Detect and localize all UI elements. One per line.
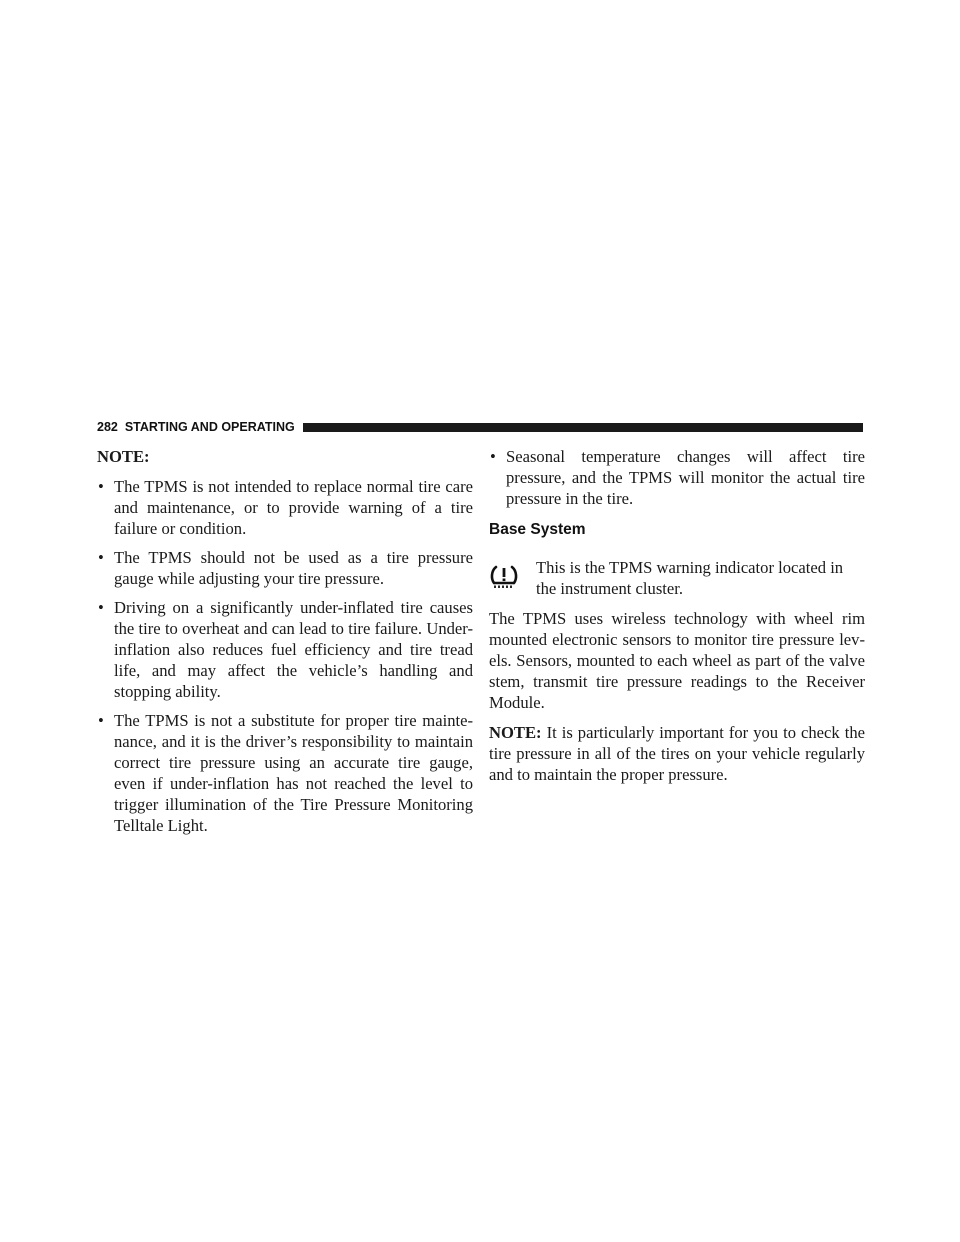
tpms-description-paragraph: The TPMS uses wireless technology with wheel rim mounted electronic sensors to monitor tire pressure lev-els. Sensors, mounted to each wheel as part of the valve stem, transmit tire pressure readings to the Receiver Module.	[489, 609, 865, 712]
bullet-item: • The TPMS is not intended to replace normal tire care and maintenance, or to provide warning of a tire failure or condition.	[97, 476, 473, 539]
bullet-item: • Seasonal temperature changes will affect tire pressure, and the TPMS will monitor the actual tire pressure in the tire.	[489, 446, 865, 509]
header-rule	[303, 423, 863, 432]
bullet-item: • The TPMS should not be used as a tire pressure gauge while adjusting your tire pressure.	[97, 547, 473, 589]
bullet-item: • Driving on a significantly under-inflated tire causes the tire to overheat and can lead to tire failure. Under-inflation also reduces fuel efficiency and tire tread life, and may affect the vehicle’s handling and stopping ability.	[97, 597, 473, 702]
note-label: NOTE:	[97, 447, 150, 466]
bullet-item: • The TPMS is not a substitute for proper tire mainte-nance, and it is the driver’s responsibility to maintain correct tire pressure using an accurate tire gauge, even if under-inflation has not reached the level to trigger illumination of the Tire Pressure Monitoring Telltale Light.	[97, 710, 473, 836]
note-paragraph	[489, 722, 865, 785]
note-bullet-list	[97, 476, 473, 836]
tpms-warning-icon	[489, 565, 519, 589]
continued-bullet-list	[489, 446, 865, 509]
left-column	[97, 446, 473, 844]
indicator-description: This is the TPMS warning indicator located in the instrument cluster.	[536, 558, 844, 598]
note-text: It is particularly important for you to check the tire pressure in all of the tires on your vehicle regularly and to maintain the proper pressure.	[489, 723, 865, 784]
section-heading: Base System	[489, 521, 586, 538]
right-column	[489, 446, 865, 785]
page-number: 282	[97, 420, 118, 434]
page-header	[97, 419, 863, 435]
note-inline-label: NOTE:	[489, 723, 542, 742]
indicator-row	[489, 557, 865, 599]
section-title: STARTING AND OPERATING	[124, 420, 295, 434]
page-header-text	[97, 420, 303, 434]
